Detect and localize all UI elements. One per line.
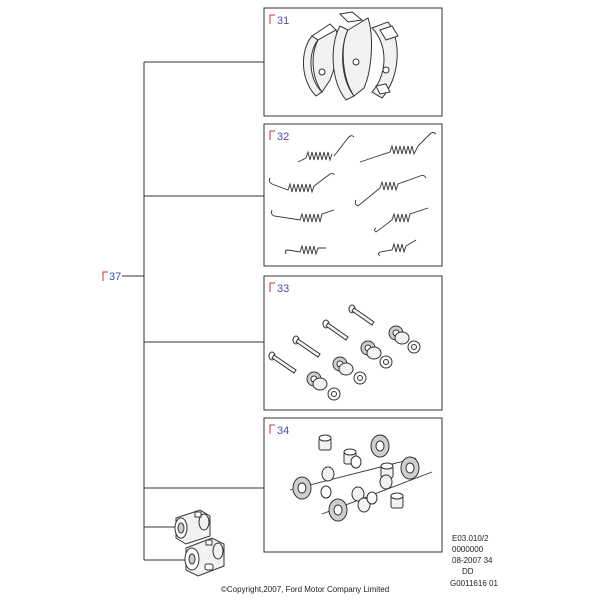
flag-icon xyxy=(103,272,108,281)
callout-37[interactable] xyxy=(103,271,121,283)
reference-block xyxy=(450,534,498,588)
callout-37-label: 37 xyxy=(109,271,122,283)
part-box-32[interactable] xyxy=(264,124,442,266)
reference-line-1: E03.010/2 xyxy=(452,534,489,543)
callout-31-label: 31 xyxy=(277,15,290,27)
reference-line-2: 0000000 xyxy=(452,545,484,554)
reference-line-3: 08-2007 34 xyxy=(452,556,493,565)
reference-line-4: DD xyxy=(462,567,474,576)
part-box-34[interactable] xyxy=(264,418,442,552)
callout-32-label: 32 xyxy=(277,131,290,143)
part-box-33[interactable] xyxy=(264,276,442,410)
part-box-31[interactable] xyxy=(264,8,442,116)
wheel-cylinders-drawing[interactable] xyxy=(175,510,224,576)
callout-33-label: 33 xyxy=(277,283,290,295)
reference-line-5: G0011616 01 xyxy=(450,579,498,588)
copyright-notice: ©Copyright,2007, Ford Motor Company Limited xyxy=(221,585,390,594)
assembly-bracket xyxy=(122,62,264,560)
callout-34-label: 34 xyxy=(277,425,290,437)
